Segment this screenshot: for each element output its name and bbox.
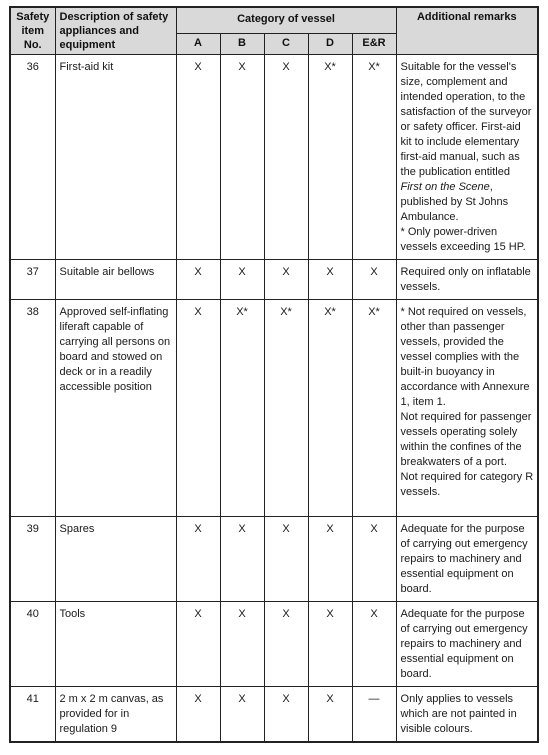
safety-equipment-table-wrapper <box>9 6 539 743</box>
remark-paragraph <box>401 410 535 470</box>
category-d-mark: X <box>308 602 352 687</box>
category-c-mark: X <box>264 687 308 743</box>
remark-paragraph <box>401 522 535 597</box>
header-additional-remarks: Additional remarks <box>396 7 538 55</box>
header-category-b: B <box>220 34 264 55</box>
category-d-mark: X* <box>308 55 352 260</box>
category-c-mark: X <box>264 517 308 602</box>
equipment-description: First-aid kit <box>55 55 176 260</box>
safety-item-number: 37 <box>10 260 55 300</box>
equipment-description: Approved self-inflating liferaft capable of carrying all persons on board and stowed on deck or in a readily accessible position <box>55 300 176 517</box>
additional-remarks <box>396 55 538 260</box>
table-row <box>10 517 538 602</box>
remark-paragraph <box>401 470 535 500</box>
category-a-mark: X <box>176 602 220 687</box>
safety-item-number: 40 <box>10 602 55 687</box>
category-c-mark: X <box>264 55 308 260</box>
table-body <box>10 55 538 743</box>
header-category-e-r: E&R <box>352 34 396 55</box>
remark-text: Adequate for the purpose of carrying out emergency repairs to machinery and essential equipment on board. <box>400 608 528 680</box>
category-a-mark: X <box>176 300 220 517</box>
remark-paragraph <box>401 265 535 295</box>
category-b-mark: X* <box>220 300 264 517</box>
additional-remarks <box>396 300 538 517</box>
category-d-mark: X* <box>308 300 352 517</box>
equipment-description: Tools <box>55 602 176 687</box>
remark-text: * Only power-driven vessels exceeding 15 HP. <box>400 226 526 253</box>
category-c-mark: X <box>264 602 308 687</box>
category-b-mark: X <box>220 260 264 300</box>
category-e-r-mark: X <box>352 517 396 602</box>
category-a-mark: X <box>176 260 220 300</box>
equipment-description: Spares <box>55 517 176 602</box>
remark-paragraph <box>401 305 535 410</box>
remark-paragraph <box>401 225 535 255</box>
category-a-mark: X <box>176 55 220 260</box>
equipment-description: 2 m x 2 m canvas, as provided for in regulation 9 <box>55 687 176 743</box>
header-category-d: D <box>308 34 352 55</box>
category-e-r-mark: X* <box>352 300 396 517</box>
remark-text-continued: , published by St Johns Ambulance. <box>400 181 509 223</box>
safety-item-number: 38 <box>10 300 55 517</box>
remark-paragraph <box>401 692 535 737</box>
category-b-mark: X <box>220 602 264 687</box>
remark-text: Suitable for the vessel's size, complement and intended operation, to the satisfaction of the surveyor or safety officer. First-aid kit to include elementary first-aid manual, such as the publication entitled <box>400 61 532 178</box>
category-d-mark: X <box>308 517 352 602</box>
category-a-mark: X <box>176 687 220 743</box>
category-e-r-mark: — <box>352 687 396 743</box>
category-e-r-mark: X <box>352 602 396 687</box>
table-row <box>10 55 538 260</box>
category-d-mark: X <box>308 687 352 743</box>
category-c-mark: X <box>264 260 308 300</box>
additional-remarks <box>396 517 538 602</box>
header-category-a: A <box>176 34 220 55</box>
table-row <box>10 260 538 300</box>
table-row <box>10 602 538 687</box>
category-e-r-mark: X <box>352 260 396 300</box>
table-header <box>10 7 538 55</box>
remark-text: Not required for category R vessels. <box>400 471 534 498</box>
remark-text: * Not required on vessels, other than passenger vessels, provided the vessel complies with the built-in buoyancy in accordance with Annexure 1, item 1. <box>400 306 530 408</box>
category-c-mark: X* <box>264 300 308 517</box>
safety-item-number: 41 <box>10 687 55 743</box>
header-category-c: C <box>264 34 308 55</box>
table-row <box>10 687 538 743</box>
category-e-r-mark: X* <box>352 55 396 260</box>
category-b-mark: X <box>220 55 264 260</box>
category-d-mark: X <box>308 260 352 300</box>
remark-text: Only applies to vessels which are not painted in visible colours. <box>400 693 517 735</box>
header-safety-item-no: Safety item No. <box>10 7 55 55</box>
additional-remarks <box>396 602 538 687</box>
safety-item-number: 36 <box>10 55 55 260</box>
header-category-of-vessel: Category of vessel <box>176 7 396 34</box>
remark-text: Required only on inflatable vessels. <box>400 266 531 293</box>
table-row <box>10 300 538 517</box>
safety-item-number: 39 <box>10 517 55 602</box>
remark-text: Adequate for the purpose of carrying out emergency repairs to machinery and essential equipment on board. <box>400 523 528 595</box>
equipment-description: Suitable air bellows <box>55 260 176 300</box>
header-description: Description of safety appliances and equipment <box>55 7 176 55</box>
remark-paragraph <box>401 60 535 225</box>
category-b-mark: X <box>220 517 264 602</box>
remark-text: Not required for passenger vessels operating solely within the confines of the breakwaters of a port. <box>400 411 532 468</box>
safety-equipment-table <box>9 6 539 743</box>
category-a-mark: X <box>176 517 220 602</box>
additional-remarks <box>396 260 538 300</box>
publication-title: First on the Scene <box>400 181 490 193</box>
category-b-mark: X <box>220 687 264 743</box>
additional-remarks <box>396 687 538 743</box>
remark-paragraph <box>401 607 535 682</box>
